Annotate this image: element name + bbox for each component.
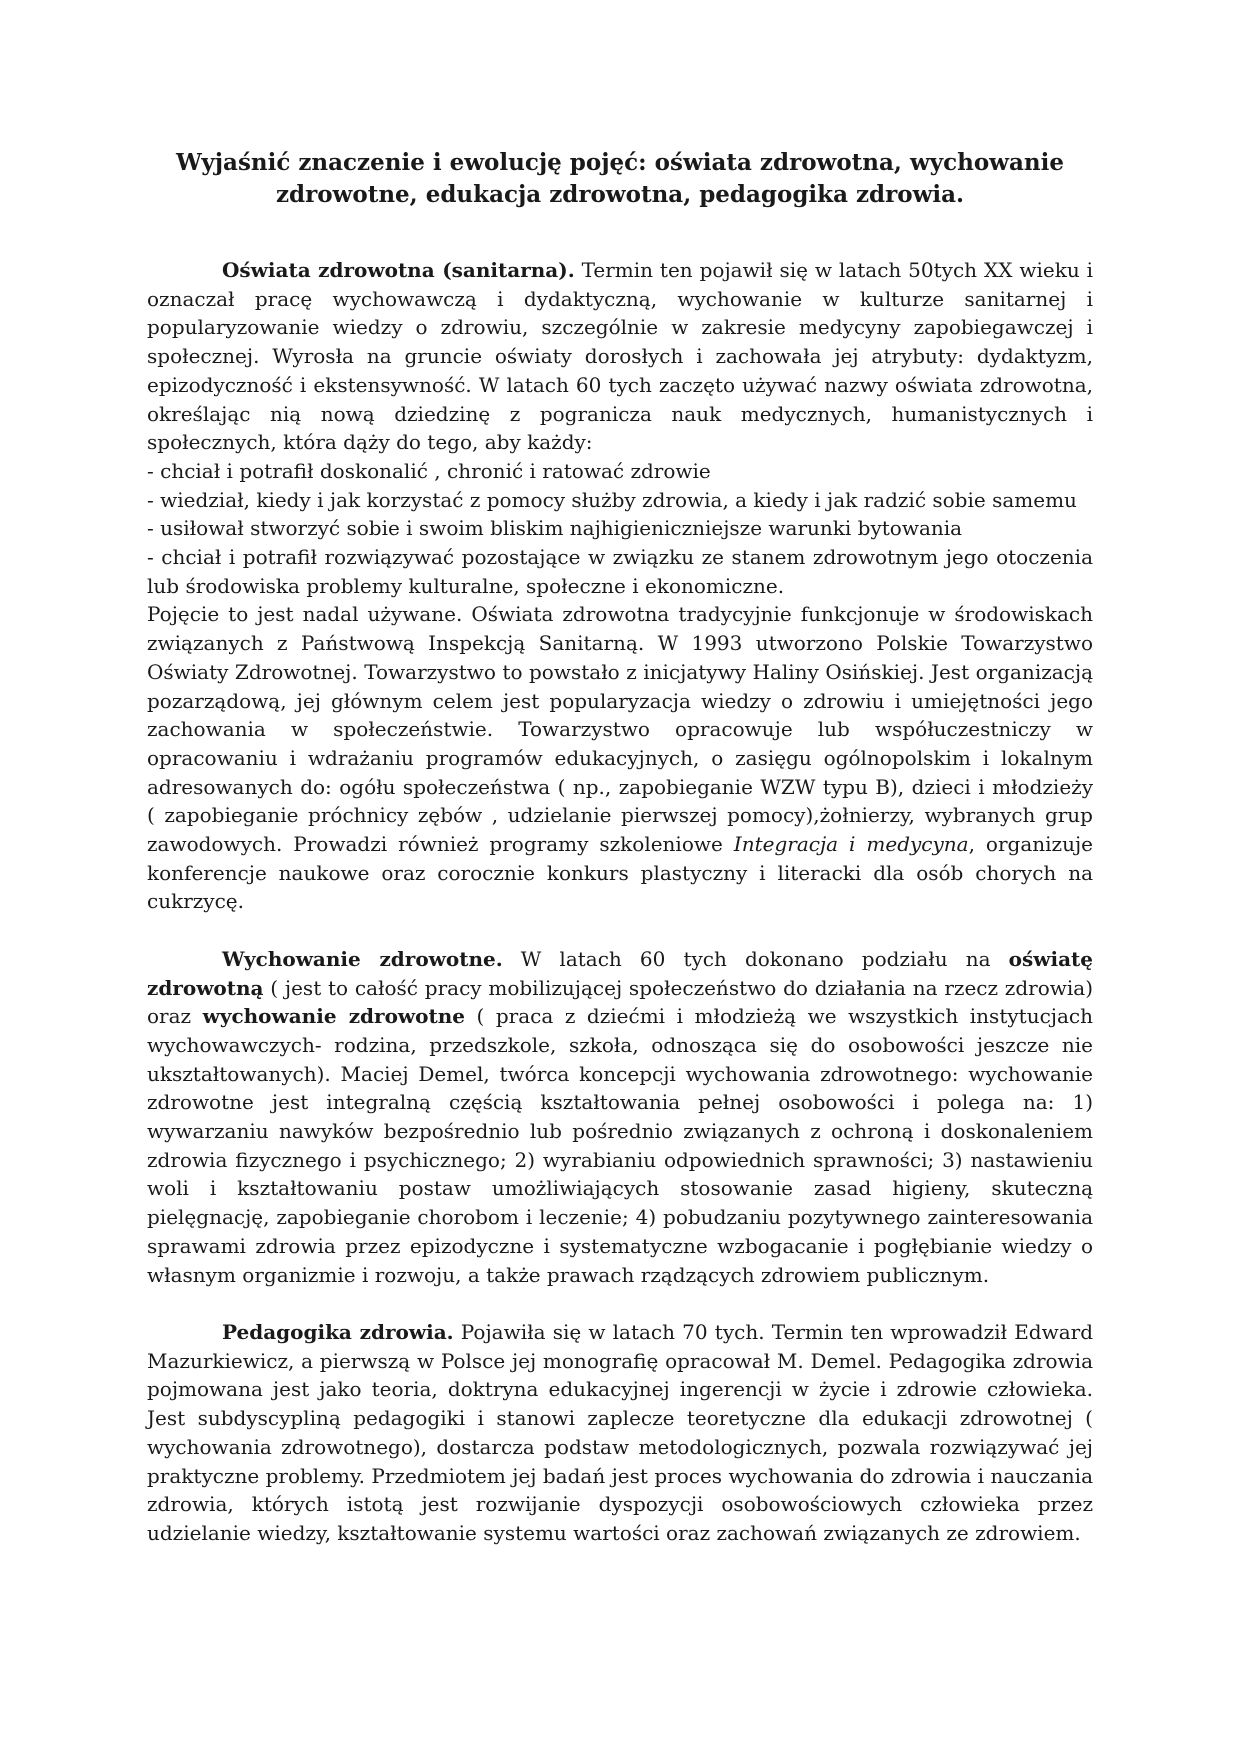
- paragraph-text: Pojęcie to jest nadal używane. Oświata zdrowotna tradycyjnie funkcjonuje w środowiskach związanych z Państwową Inspekcją Sanitarną. W 1993 utworzono Polskie Towarzystwo Oświaty Zdrowotnej. Towarzystwo to powstało z inicjatywy Haliny Osińskiej. Jest organizacją pozarządową, jej głównym celem jest popularyzacja wiedzy o zdrowiu i umiejętności jego zachowania w społeczeństwie. Towarzystwo opracowuje lub współuczestniczy w opracowaniu i wdrażaniu programów edukacyjnych, o zasięgu ogólnopolskim i lokalnym adresowanych do: ogółu społeczeństwa ( np., zapobieganie WZW typu B), dzieci i młodzieży ( zapobieganie próchnicy zębów , udzielanie pierwszej pomocy),żołnierzy, wybranych grup zawodowych. Prowadzi również programy szkoleniowe: [147, 602, 1093, 857]
- paragraph-text: Pojawiła się w latach 70 tych. Termin ten wprowadził Edward Mazurkiewicz, a pierwszą w Polsce jej monografię opracował M. Demel. Pedagogika zdrowia pojmowana jest jako teoria, doktryna edukacyjnej ingerencji w życie i zdrowie człowieka. Jest subdyscypliną pedagogiki i stanowi zaplecze teoretyczne dla edukacji zdrowotnej ( wychowania zdrowotnego), dostarcza podstaw metodologicznych, pozwala rozwiązywać jej praktyczne problemy. Przedmiotem jej badań jest proces wychowania do zdrowia i nauczania zdrowia, których istotą jest rozwijanie dyspozycji osobowościowych człowieka przez udzielanie wiedzy, kształtowanie systemu wartości oraz zachowań związanych ze zdrowiem.: [147, 1319, 1093, 1545]
- program-name: Integracja i medycyna: [733, 832, 969, 857]
- list-item: - usiłował stworzyć sobie i swoim bliskim najhigieniczniejsze warunki bytowania: [147, 516, 963, 541]
- document-title-line-1: Wyjaśnić znaczenie i ewolucję pojęć: oświata zdrowotna, wychowanie: [176, 149, 1064, 176]
- document-title: [150, 147, 1090, 211]
- document-body: [147, 256, 1093, 1548]
- paragraph-text: W latach 60 tych dokonano podziału na: [502, 946, 1009, 971]
- list-item: - chciał i potrafił doskonalić , chronić i ratować zdrowie: [147, 458, 711, 483]
- list-item: - wiedział, kiedy i jak korzystać z pomocy służby zdrowia, a kiedy i jak radzić sobie samemu: [147, 487, 1077, 512]
- term-oswiata: oświatę zdrowotną: [147, 946, 1093, 1000]
- section-oswiata-paragraph-2: [147, 600, 1093, 916]
- section-wychowanie-paragraph: [147, 945, 1093, 1289]
- paragraph-text: ( jest to całość pracy mobilizującej społeczeństwo do działania na rzecz zdrowia) oraz: [147, 975, 1093, 1029]
- paragraph-text: , organizuje konferencje naukowe oraz corocznie konkurs plastyczny i literacki dla osób chorych na cukrzycę.: [147, 832, 1093, 914]
- section-wychowanie-heading: Wychowanie zdrowotne.: [222, 946, 503, 971]
- term-wychowanie: wychowanie zdrowotne: [202, 1004, 465, 1029]
- section-oswiata-heading: Oświata zdrowotna (sanitarna).: [222, 258, 575, 282]
- section-oswiata-intro-text: Termin ten pojawił się w latach 50tych XX wieku i oznaczał pracę wychowawczą i dydaktyczną, wychowanie w kulturze sanitarnej i popularyzowanie wiedzy o zdrowiu, szczególnie w zakresie medycyny zapobiegawczej i społecznej. Wyrosła na gruncie oświaty dorosłych i zachowała jej atrybuty: dydaktyzm, epizodyczność i ekstensywność. W latach 60 tych zaczęto używać nazwy oświata zdrowotna, określając nią nową dziedzinę z pogranicza nauk medycznych, humanistycznych i społecznych, która dąży do tego, aby każdy:: [147, 258, 1094, 455]
- section-pedagogika-heading: Pedagogika zdrowia.: [222, 1319, 454, 1344]
- section-oswiata-intro: [147, 256, 1093, 457]
- paragraph-text: ( praca z dziećmi i młodzieżą we wszystkich instytucjach wychowawczych- rodzina, przedszkole, szkoła, odnosząca się do osobowości jeszcze nie ukształtowanych). Maciej Demel, twórca koncepcji wychowania zdrowotnego: wychowanie zdrowotne jest integralną częścią kształtowania pełnej osobowości i polega na: 1) wywarzaniu nawyków bezpośrednio lub pośrednio związanych z ochroną i doskonaleniem zdrowia fizycznego i psychicznego; 2) wyrabianiu odpowiednich sprawności; 3) nastawieniu woli i kształtowaniu postaw umożliwiających stosowanie zasad higieny, skuteczną pielęgnację, zapobieganie chorobom i leczenie; 4) pobudzaniu pozytywnego zainteresowania sprawami zdrowia przez epizodyczne i systematyczne wzbogacanie i pogłębianie wiedzy o własnym organizmie i rozwoju, a także prawach rządzących zdrowiem publicznym.: [147, 1004, 1093, 1287]
- list-item: - chciał i potrafił rozwiązywać pozostające w związku ze stanem zdrowotnym jego otoczenia lub środowiska problemy kulturalne, społeczne i ekonomiczne.: [147, 545, 1093, 598]
- document-title-line-2: zdrowotne, edukacja zdrowotna, pedagogika zdrowia.: [275, 181, 965, 208]
- section-pedagogika-paragraph: [147, 1318, 1093, 1548]
